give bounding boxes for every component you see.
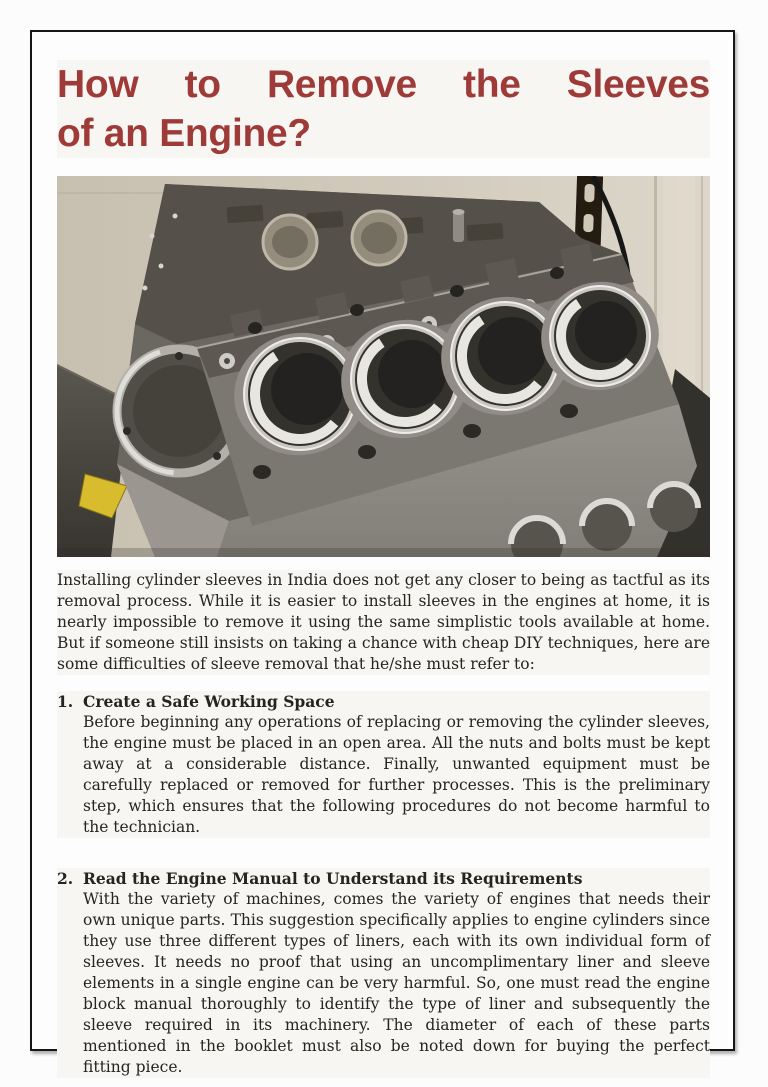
page-title-line-2: of an Engine? (57, 112, 311, 155)
list-item-1-heading: Create a Safe Working Space (83, 692, 335, 711)
page-title (57, 60, 710, 158)
list-item-2-heading: Read the Engine Manual to Understand its Requirements (83, 869, 583, 888)
document-page (30, 30, 735, 1076)
list-item-2-body: With the variety of machines, comes the variety of engines that needs their own unique parts. This suggestion specifically applies to engine cylinders since they use three different types of liners, each with its own individual form of sleeves. It needs no proof that using an uncomplimentary liner and sleeve elements in a single engine can be very harmful. So, one must read the engine block manual thoroughly to identify the type of liner and subsequently the sleeve required in its machinery. The diameter of each of these parts mentioned in the booklet must also be noted down for buying the perfect fitting piece. (83, 890, 710, 1076)
page-title-line-1: How to Remove the Sleeves (57, 63, 710, 106)
list-item-1-number: 1. (57, 692, 74, 711)
list-item-1-body: Before beginning any operations of replacing or removing the cylinder sleeves, the engine must be placed in an open area. All the nuts and bolts must be kept away at a considerable distance. Finally, unwanted equipment must be carefully replaced or removed for further processes. This is the preliminary step, which ensures that the following procedures do not become harmful to the technician. (83, 713, 710, 836)
engine-block-photo (57, 176, 710, 557)
list-item-2-number: 2. (57, 869, 74, 888)
list-item-2 (57, 868, 710, 1078)
intro-paragraph: Installing cylinder sleeves in India does not get any closer to being as tactful as its removal process. While it is easier to install sleeves in the engines at home, it is nearly impossible to remove it using the same simplistic tools available at home. But if someone still insists on taking a chance with cheap DIY techniques, here are some difficulties of sleeve removal that he/she must refer to: (57, 571, 710, 673)
list-item-1 (57, 691, 710, 838)
